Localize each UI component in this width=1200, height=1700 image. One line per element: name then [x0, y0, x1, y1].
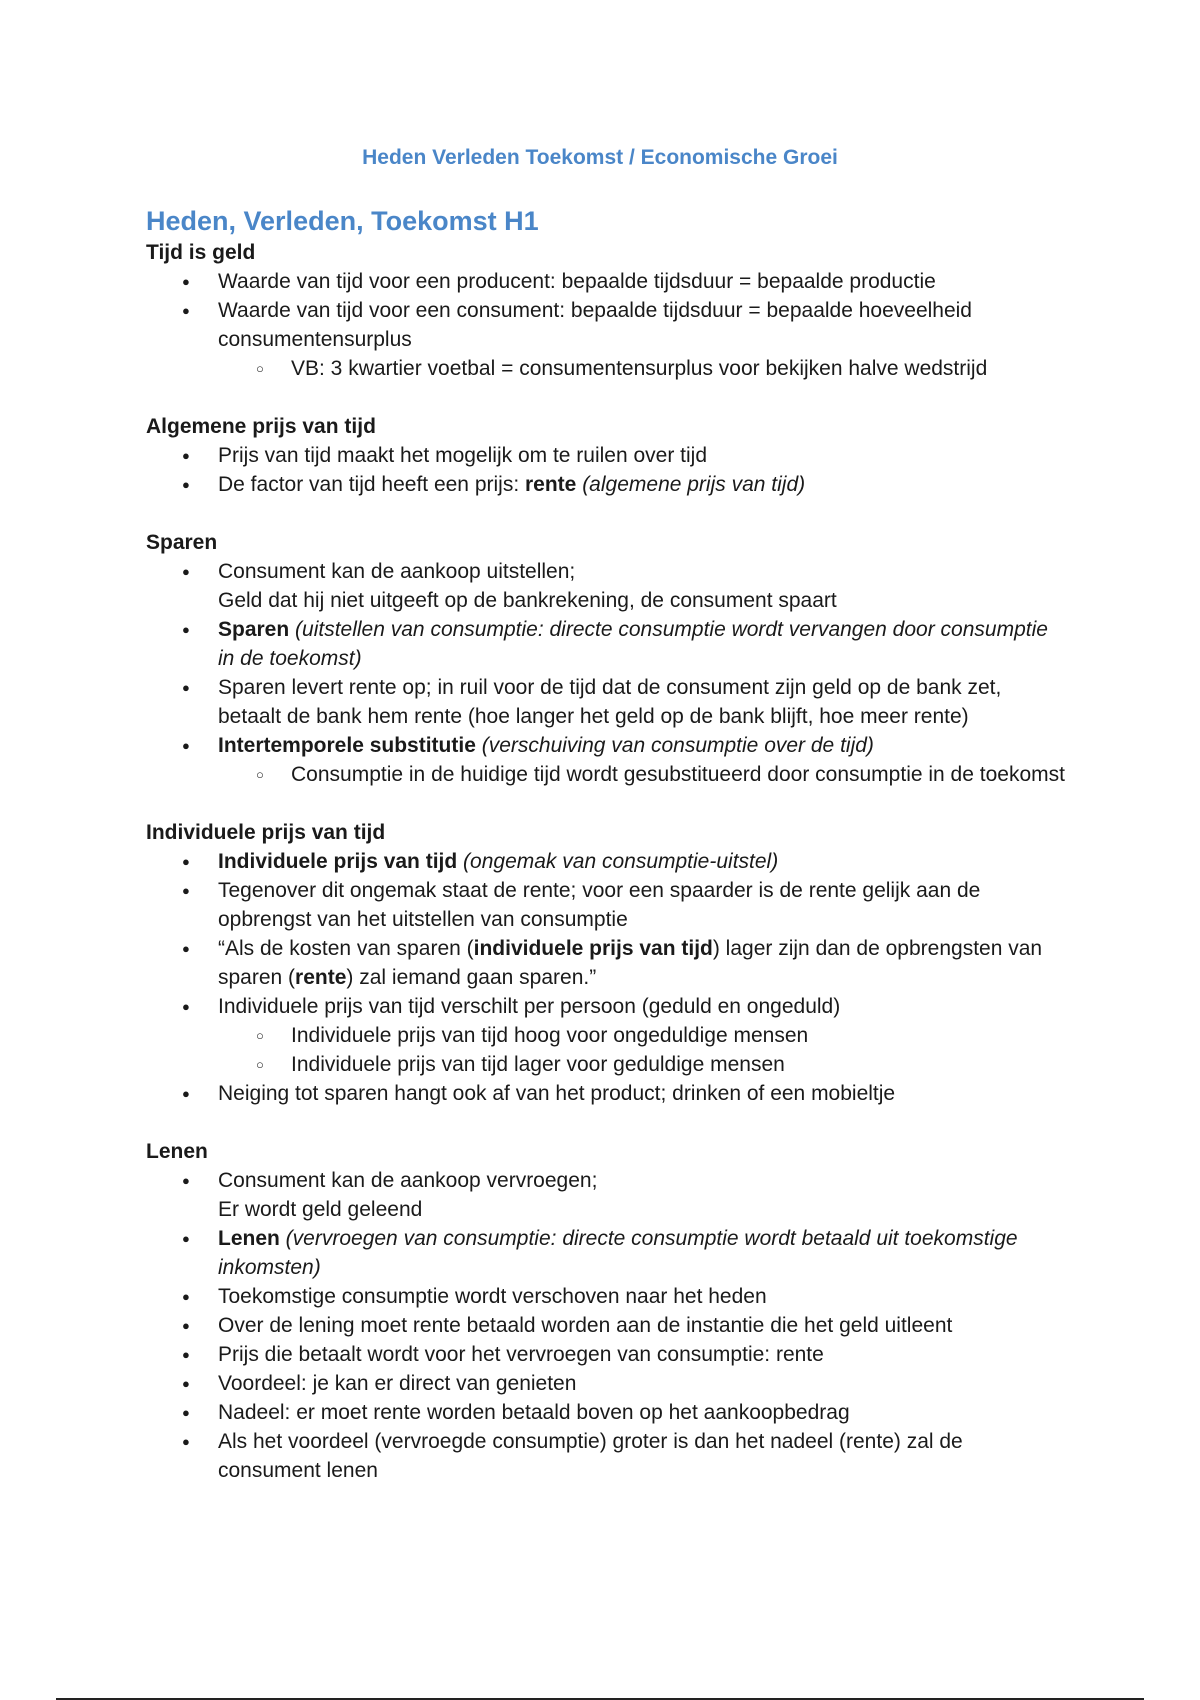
list-item — [146, 847, 1066, 876]
text-line: Er wordt geld geleend — [218, 1198, 423, 1221]
section-heading: Lenen — [146, 1140, 208, 1163]
bold-term: rente — [295, 966, 347, 989]
list-item: ● Tegenover dit ongemak staat de rente; voor een spaarder is de rente gelijk aan de opbrengst van het uitstellen van consumptie — [146, 876, 1066, 934]
list-item — [146, 470, 1066, 499]
text-run: “Als de kosten van sparen ( — [218, 937, 474, 960]
italic-definition: (verschuiving van consumptie over de tijd) — [475, 734, 874, 757]
section-lenen — [146, 1137, 1066, 1485]
list-item: ● Neiging tot sparen hangt ook af van het product; drinken of een mobieltje — [146, 1079, 1066, 1108]
list-item — [146, 1224, 1066, 1282]
section-heading: Sparen — [146, 531, 218, 554]
section-heading: Algemene prijs van tijd — [146, 415, 376, 438]
list-item: ● Individuele prijs van tijd verschilt per persoon (geduld en ongeduld) — [146, 992, 1066, 1021]
bold-term: Individuele prijs van tijd — [218, 850, 458, 873]
bold-term: Intertemporele substitutie — [218, 734, 476, 757]
section-tijd-is-geld — [146, 238, 1066, 383]
italic-definition: (ongemak van consumptie-uitstel) — [457, 850, 779, 873]
list-item — [146, 934, 1066, 992]
bullet-list — [146, 557, 1066, 789]
text-run: ) zal iemand gaan sparen.” — [346, 966, 597, 989]
text-line: Consument kan de aankoop uitstellen; — [218, 560, 576, 583]
bold-term: Sparen — [218, 618, 290, 641]
bold-term: rente — [525, 473, 577, 496]
italic-definition: (algemene prijs van tijd) — [576, 473, 806, 496]
document-title: Heden Verleden Toekomst / Economische Groei — [362, 146, 838, 169]
italic-definition: (uitstellen van consumptie: directe consumptie wordt vervangen door consumptie in de toekomst) — [218, 618, 1048, 670]
text-run: ) lager zijn dan de opbrengsten van sparen ( — [218, 937, 1043, 989]
bullet-list — [146, 441, 1066, 499]
text-line: Geld dat hij niet uitgeeft op de bankrekening, de consument spaart — [218, 589, 837, 612]
list-item: ● Prijs die betaalt wordt voor het vervroegen van consumptie: rente — [146, 1340, 1066, 1369]
sub-list-item: ○ VB: 3 kwartier voetbal = consumentensurplus voor bekijken halve wedstrijd — [146, 354, 1066, 383]
bullet-list — [146, 847, 1066, 1108]
list-item: ● Over de lening moet rente betaald worden aan de instantie die het geld uitleent — [146, 1311, 1066, 1340]
list-item: ● Als het voordeel (vervroegde consumptie) groter is dan het nadeel (rente) zal de consument lenen — [146, 1427, 1066, 1485]
list-item: ● Voordeel: je kan er direct van genieten — [146, 1369, 1066, 1398]
bullet-list — [146, 267, 1066, 383]
document-body — [146, 204, 1066, 1485]
bold-term: Lenen — [218, 1227, 280, 1250]
list-item: ● Waarde van tijd voor een producent: bepaalde tijdsduur = bepaalde productie — [146, 267, 1066, 296]
list-item: ● Sparen levert rente op; in ruil voor de tijd dat de consument zijn geld op de bank zet, betaalt de bank hem rente (hoe langer het geld op de bank blijft, hoe meer rente) — [146, 673, 1066, 731]
list-item: ● Waarde van tijd voor een consument: bepaalde tijdsduur = bepaalde hoeveelheid consumentensurplus — [146, 296, 1066, 354]
section-heading: Tijd is geld — [146, 241, 256, 264]
section-sparen — [146, 528, 1066, 789]
section-heading: Individuele prijs van tijd — [146, 821, 386, 844]
italic-definition: (vervroegen van consumptie: directe consumptie wordt betaald uit toekomstige inkomsten) — [218, 1227, 1018, 1279]
list-item — [146, 731, 1066, 760]
section-individuele-prijs — [146, 818, 1066, 1108]
list-item: ● Toekomstige consumptie wordt verschoven naar het heden — [146, 1282, 1066, 1311]
sub-list-item: ○ Consumptie in de huidige tijd wordt gesubstitueerd door consumptie in de toekomst — [146, 760, 1066, 789]
list-item — [146, 557, 1066, 615]
sub-list-item: ○ Individuele prijs van tijd lager voor geduldige mensen — [146, 1050, 1066, 1079]
list-item — [146, 1166, 1066, 1224]
list-item: ● Prijs van tijd maakt het mogelijk om te ruilen over tijd — [146, 441, 1066, 470]
text-line: Consument kan de aankoop vervroegen; — [218, 1169, 598, 1192]
list-item — [146, 615, 1066, 673]
text-run: De factor van tijd heeft een prijs: — [218, 473, 525, 496]
sub-list-item: ○ Individuele prijs van tijd hoog voor ongeduldige mensen — [146, 1021, 1066, 1050]
chapter-heading: Heden, Verleden, Toekomst H1 — [146, 206, 539, 236]
bullet-list — [146, 1166, 1066, 1485]
section-algemene-prijs — [146, 412, 1066, 499]
bold-term: individuele prijs van tijd — [473, 937, 713, 960]
list-item: ● Nadeel: er moet rente worden betaald boven op het aankoopbedrag — [146, 1398, 1066, 1427]
